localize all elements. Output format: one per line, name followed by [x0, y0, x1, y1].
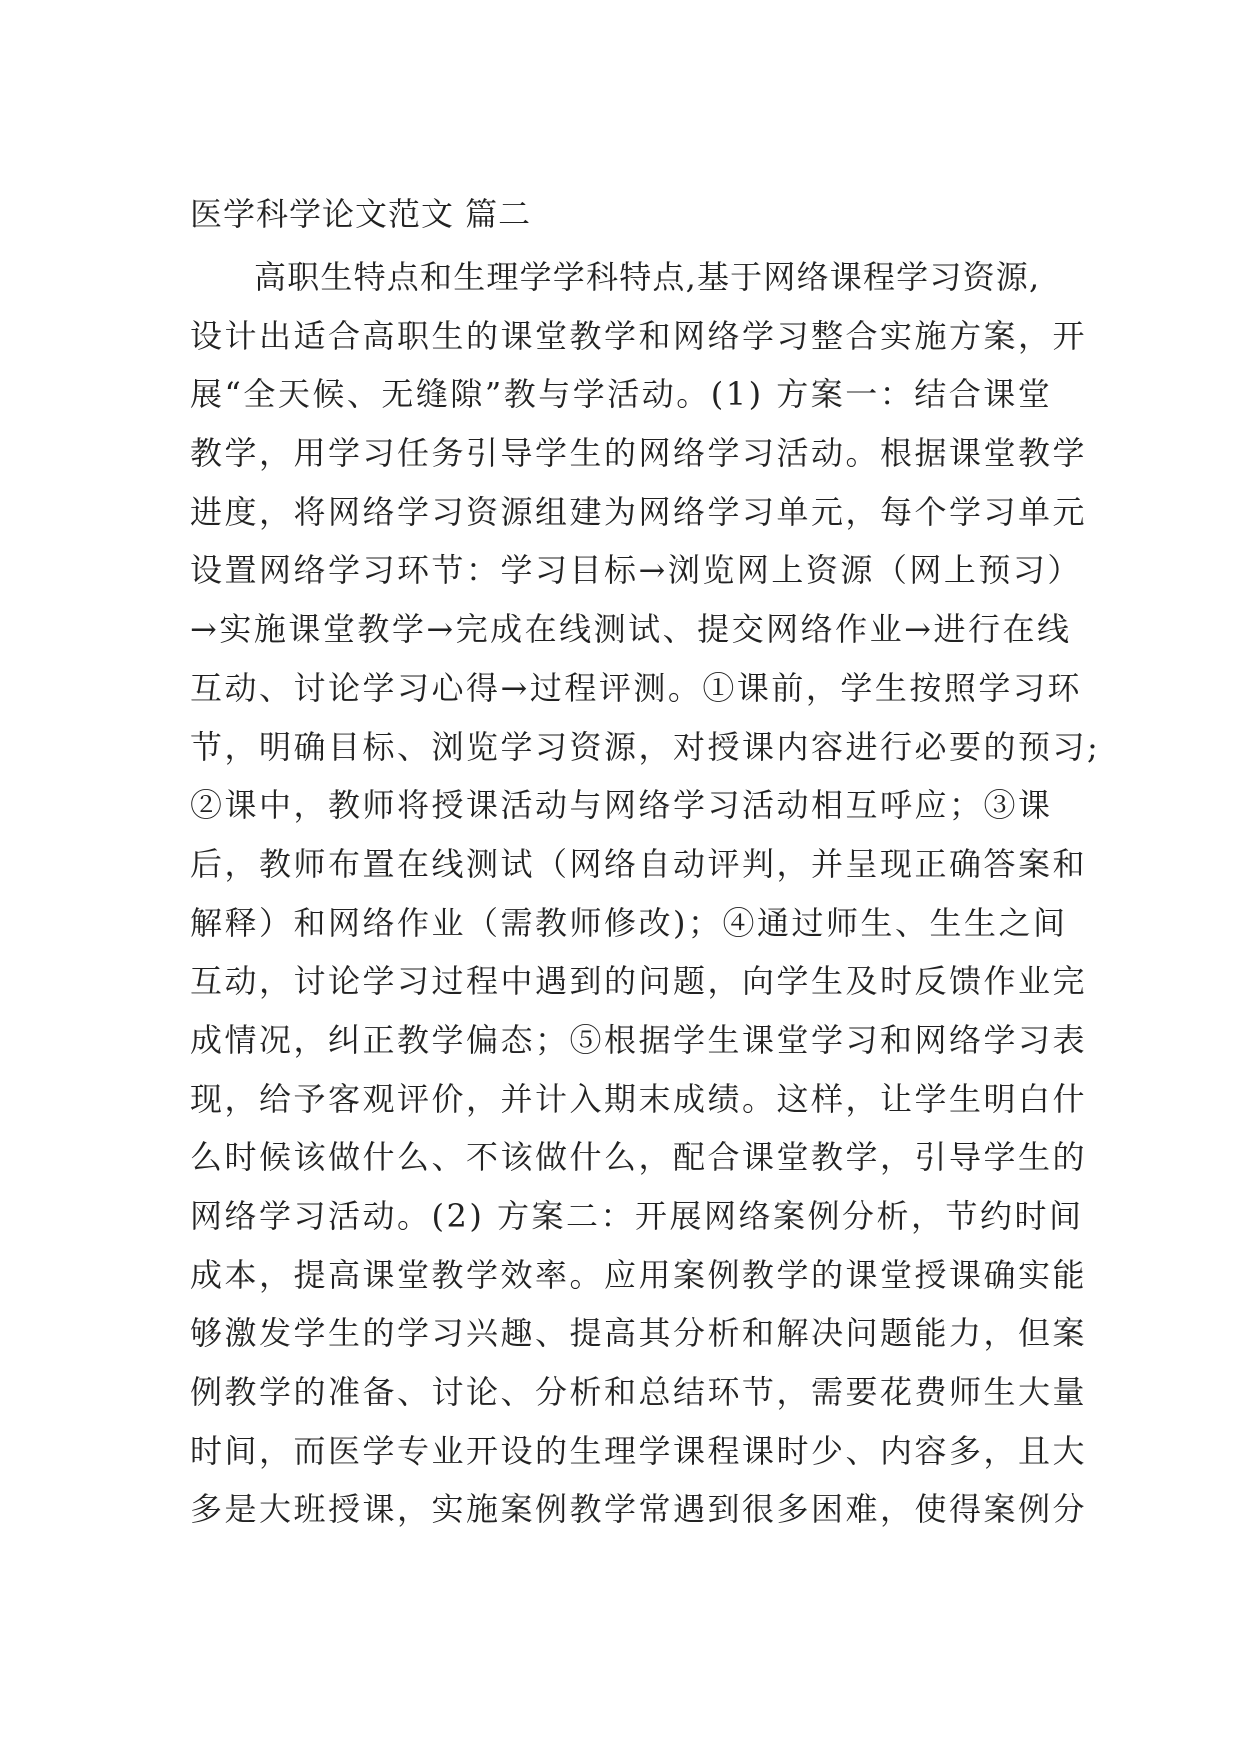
paragraph-line: 例教学的准备、讨论、分析和总结环节，需要花费师生大量	[190, 1373, 1088, 1412]
paragraph-line: 进度，将网络学习资源组建为网络学习单元，每个学习单元	[190, 492, 1088, 531]
paragraph-line: 时间，而医学专业开设的生理学课程课时少、内容多，且大	[190, 1431, 1088, 1470]
paragraph-line: 设置网络学习环节：学习目标→浏览网上资源（网上预习）	[190, 551, 1082, 590]
paragraph-line: 够激发学生的学习兴趣、提高其分析和解决问题能力，但案	[190, 1314, 1088, 1353]
paragraph-line: 节，明确目标、浏览学习资源，对授课内容进行必要的预习;	[190, 727, 1101, 766]
paragraph-line: 后，教师布置在线测试（网络自动评判，并呈现正确答案和	[190, 844, 1088, 883]
paragraph-line: 么时候该做什么、不该做什么，配合课堂教学，引导学生的	[190, 1138, 1088, 1177]
paragraph-line: 展“全天候、无缝隙”教与学活动。(1) 方案一：结合课堂	[190, 375, 1053, 414]
paragraph-line: 多是大班授课，实施案例教学常遇到很多困难，使得案例分	[190, 1490, 1088, 1529]
paragraph-line: 教学，用学习任务引导学生的网络学习活动。根据课堂教学	[190, 434, 1088, 473]
paragraph-line: 解释）和网络作业（需教师修改)；④通过师生、生生之间	[190, 903, 1068, 942]
paragraph-line: 网络学习活动。(2) 方案二：开展网络案例分析，节约时间	[190, 1197, 1084, 1235]
paragraph-line: 互动、讨论学习心得→过程评测。①课前，学生按照学习环	[190, 668, 1082, 707]
document-heading: 医学科学论文范文 篇二	[190, 195, 532, 233]
paragraph-line: 高职生特点和生理学学科特点,基于网络课程学习资源,	[254, 258, 1041, 296]
paragraph-line: 现，给予客观评价，并计入期末成绩。这样，让学生明白什	[190, 1079, 1088, 1118]
paragraph-line: ②课中，教师将授课活动与网络学习活动相互呼应；③课	[190, 786, 1053, 825]
paragraph-line: 设计出适合高职生的课堂教学和网络学习整合实施方案，开	[190, 316, 1088, 355]
paragraph-line: 互动，讨论学习过程中遇到的问题，向学生及时反馈作业完	[190, 962, 1088, 1001]
paragraph-line: 成本，提高课堂教学效率。应用案例教学的课堂授课确实能	[190, 1255, 1088, 1294]
paragraph-line: 成情况，纠正教学偏态；⑤根据学生课堂学习和网络学习表	[190, 1020, 1088, 1059]
paragraph-line: →实施课堂教学→完成在线测试、提交网络作业→进行在线	[190, 610, 1072, 649]
document-body	[190, 248, 1101, 1539]
